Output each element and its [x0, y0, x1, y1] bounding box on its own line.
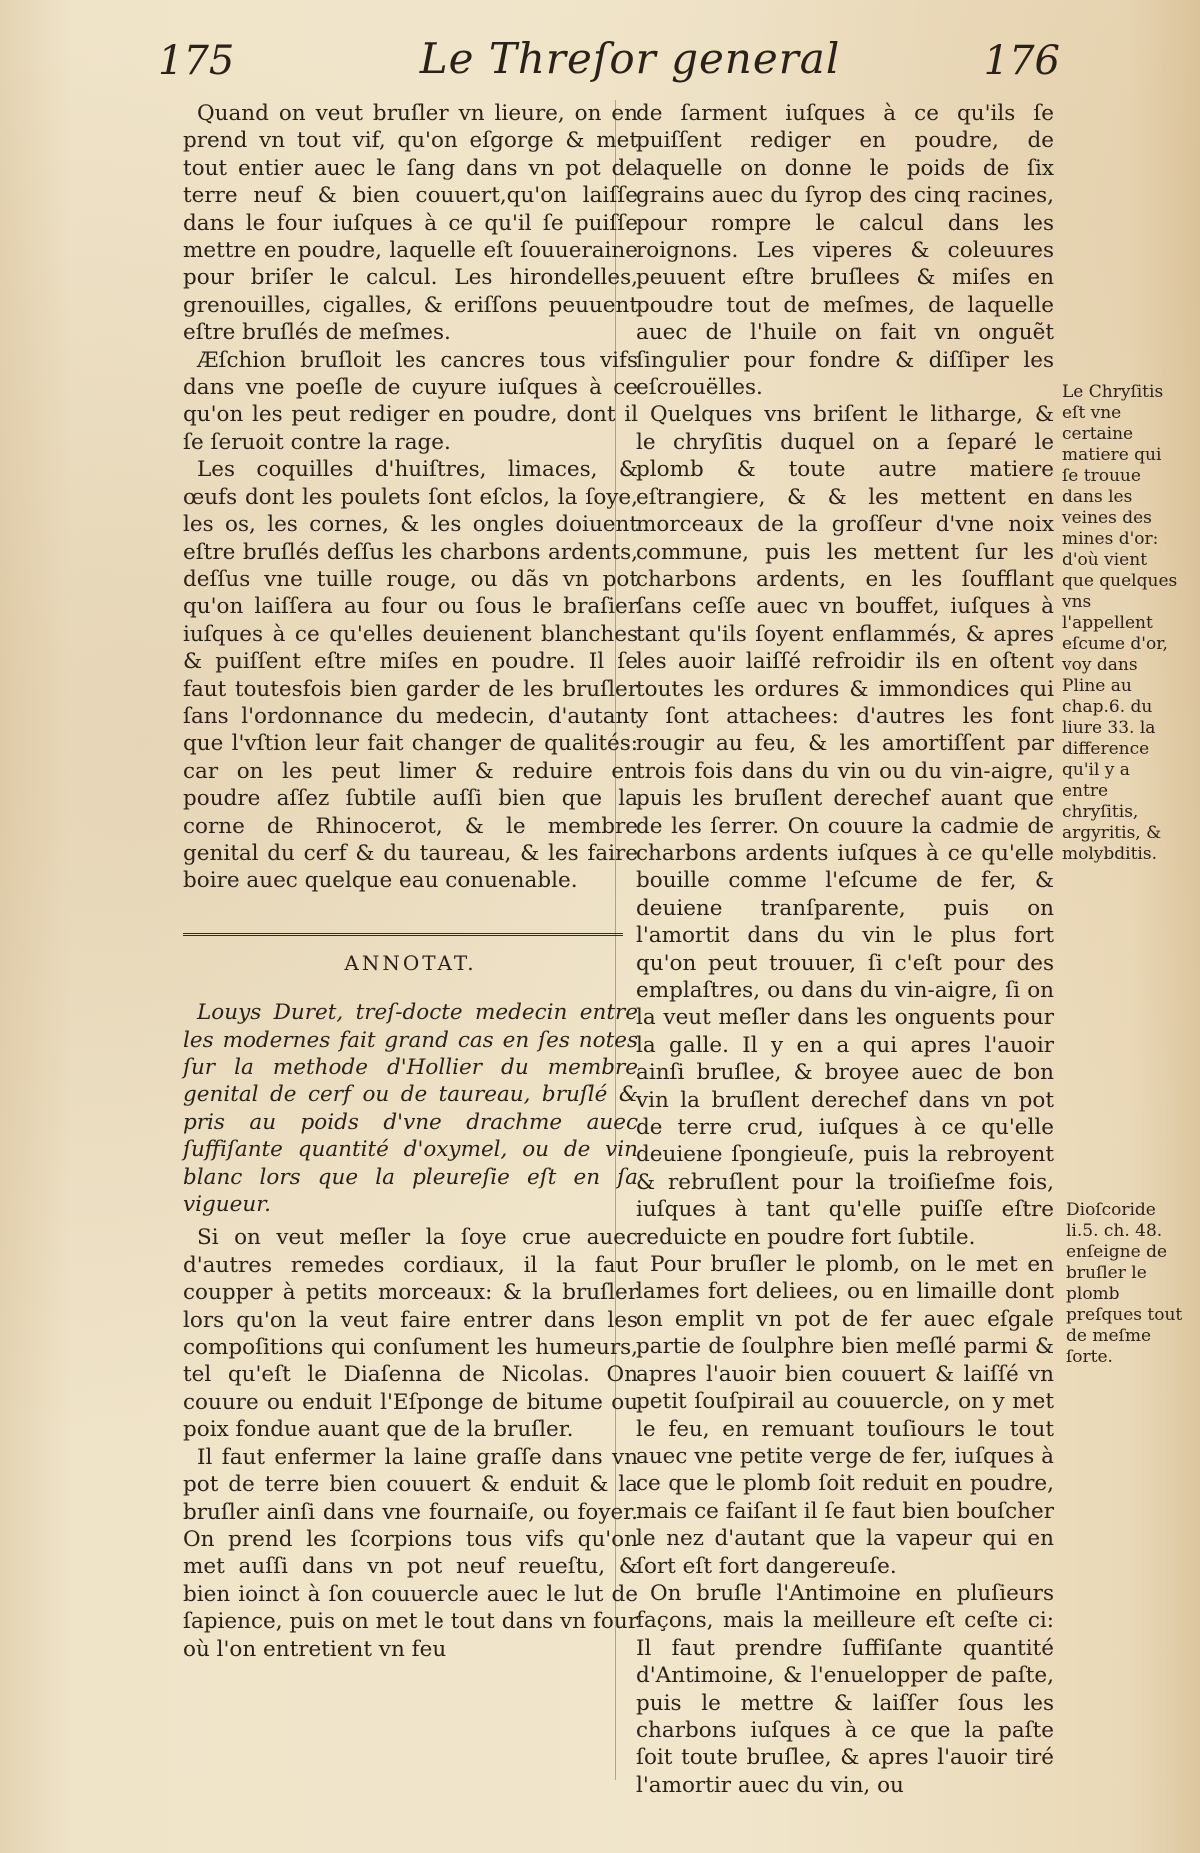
paragraph: Si on veut meſler la ſoye crue auec d'autres remedes cordiaux, il la faut coupper à petits morceaux: & la bruſler lors qu'on la veut faire entrer dans les compoſitions qui conſument les humeurs, tel qu'eſt le Diaſenna de Nicolas. On couure ou enduit l'Eſponge de bitume ou poix fondue auant que de la bruſler.	[183, 1225, 638, 1443]
annotation-block	[183, 999, 638, 1218]
paragraph: Quelques vns briſent le litharge, & le chryſitis duquel on a ſeparé le plomb & toute autre matiere eſtrangiere, & & les mettent en morceaux de la groſſeur d'vne noix commune, puis les mettent ſur les charbons ardents, en les ſoufflant ſans ceſſe auec vn bouffet, iuſques à tant qu'ils ſoyent enflammés, & apres les auoir laiſſé refroidir ils en oſtent toutes les ordures & immondices qui y ſont attachees: d'autres les font rougir au feu, & les amortiſſent par trois fois dans du vin ou du vin-aigre, puis les bruſlent derechef auant que de les ſerrer. On couure la cadmie de charbons ardents iuſques à ce qu'elle bouille comme l'eſcume de fer, & deuiene tranſparente, puis on l'amortit dans du vin le plus fort qu'on peut trouuer, ſi c'eſt pour des emplaſtres, ou dans du vin-aigre, ſi on la veut meſler dans les onguents pour la galle. Il y en a qui apres l'auoir ainſi bruſlee, & broyee auec de bon vin la bruſlent derechef dans vn pot de terre crud, iuſques à ce qu'elle deuiene ſpongieuſe, puis la rebroyent & rebruſlent pour la troiſieſme fois, iuſques à tant qu'elle puiſſe eſtre reduicte en poudre fort ſubtile.	[636, 402, 1054, 1250]
paragraph: Æſchion bruſloit les cancres tous vifs dans vne poeſle de cuyure iuſques à ce qu'on les peut rediger en poudre, dont il ſe ſeruoit contre la rage.	[183, 347, 638, 455]
paragraph: Pour bruſler le plomb, on le met en lames fort deliees, ou en limaille dont on emplit vn pot de fer auec eſgale partie de ſoulphre bien meſlé parmi & apres l'auoir bien couuert & laiſſé vn petit ſouſpirail au couuercle, on y met le feu, en remuant touſiours le tout auec vne petite verge de fer, iuſques à ce que le plomb ſoit reduit en poudre, mais ce faiſant il ſe faut bien bouſcher le nez d'autant que la vapeur qui en ſort eſt fort dangereuſe.	[636, 1252, 1054, 1579]
annotation-text: Louys Duret, treſ-docte medecin entre les modernes fait grand cas en ſes notes ſur la methode d'Hollier du membre genital de cerf ou de taureau, bruſlé & pris au poids d'vne drachme auec ſuffiſante quantité d'oxymel, ou de vin blanc lors que la pleureſie eſt en ſa vigueur.	[183, 1000, 638, 1218]
running-title: Le Threſor general	[419, 34, 841, 83]
paragraph: Il faut enfermer la laine graſſe dans vn pot de terre bien couuert & enduit & la bruſler ainſi dans vne fournaiſe, ou foyer. On prend les ſcorpions tous vifs qu'on met auſſi dans vn pot neuf reueſtu, & bien ioinct à ſon couuercle auec le lut de ſapience, puis on met le tout dans vn four où l'on entretient vn feu	[183, 1444, 638, 1662]
section-divider	[183, 933, 623, 936]
paragraph: Les coquilles d'huiſtres, limaces, & œufs dont les poulets ſont eſclos, la ſoye, les os, les cornes, & les ongles doiuent eſtre bruſlés deſſus les charbons ardents, deſſus vne tuille rouge, ou dãs vn pot qu'on laiſſera au four ou ſous le braſier iuſques à ce qu'elles deuienent blanches & puiſſent eſtre miſes en poudre. Il ſe faut toutesfois bien garder de les bruſler ſans l'ordonnance du medecin, d'autant que l'vſtion leur fait changer de qualités: car on les peut limer & reduire en poudre aſſez ſubtile auſſi bien que la corne de Rhinocerot, & le membre genital du cerf & du taureau, & les faire boire auec quelque eau conuenable.	[183, 457, 638, 894]
paragraph: Quand on veut bruſler vn lieure, on en prend vn tout vif, qu'on eſgorge & met tout entier auec le ſang dans vn pot de terre neuf & bien couuert,qu'on laiſſe dans le four iuſques à ce qu'il ſe puiſſe mettre en poudre, laquelle eſt ſouueraine pour briſer le calcul. Les hirondelles, grenouilles, cigalles, & eriſſons peuuent eſtre bruſlés de meſmes.	[183, 101, 638, 346]
margin-note-dioscoride: Dioſcoride li.5. ch. 48. enſeigne de bruſler le plomb preſques tout de meſme ſorte.	[1066, 1200, 1183, 1367]
page-number-left: 175	[158, 38, 235, 84]
annotation-heading: ANNOTAT.	[344, 950, 477, 975]
left-column	[183, 100, 638, 1663]
page-number-right: 176	[983, 38, 1060, 84]
paragraph: de ſarment iuſques à ce qu'ils ſe puiſſent rediger en poudre, de laquelle on donne le poids de ſix grains auec du ſyrop des cinq racines, pour rompre le calcul dans les roignons. Les viperes & coleuures peuuent eſtre bruſlees & miſes en poudre tout de meſmes, de laquelle auec de l'huile on fait vn onguẽt ſingulier pour fondre & diſſiper les eſcrouëlles.	[636, 101, 1054, 401]
margin-note-chrysitis: Le Chryſitis eſt vne certaine matiere qui ſe trouue dans les veines des mines d'or: d'où vient que quelques vns l'appellent eſcume d'or, voy dans Pline au chap.6. du liure 33. la difference qu'il y a entre chryſitis, argyritis, & molybditis.	[1062, 382, 1178, 864]
right-column	[636, 100, 1054, 1799]
page-header	[150, 28, 1070, 98]
paragraph: On bruſle l'Antimoine en pluſieurs façons, mais la meilleure eſt ceſte ci: Il faut prendre ſuffiſante quantité d'Antimoine, & l'enuelopper de paſte, puis le mettre & laiſſer ſous les charbons iuſques à ce que la paſte ſoit toute bruſlee, & apres l'auoir tiré l'amortir auec du vin, ou	[636, 1580, 1054, 1798]
